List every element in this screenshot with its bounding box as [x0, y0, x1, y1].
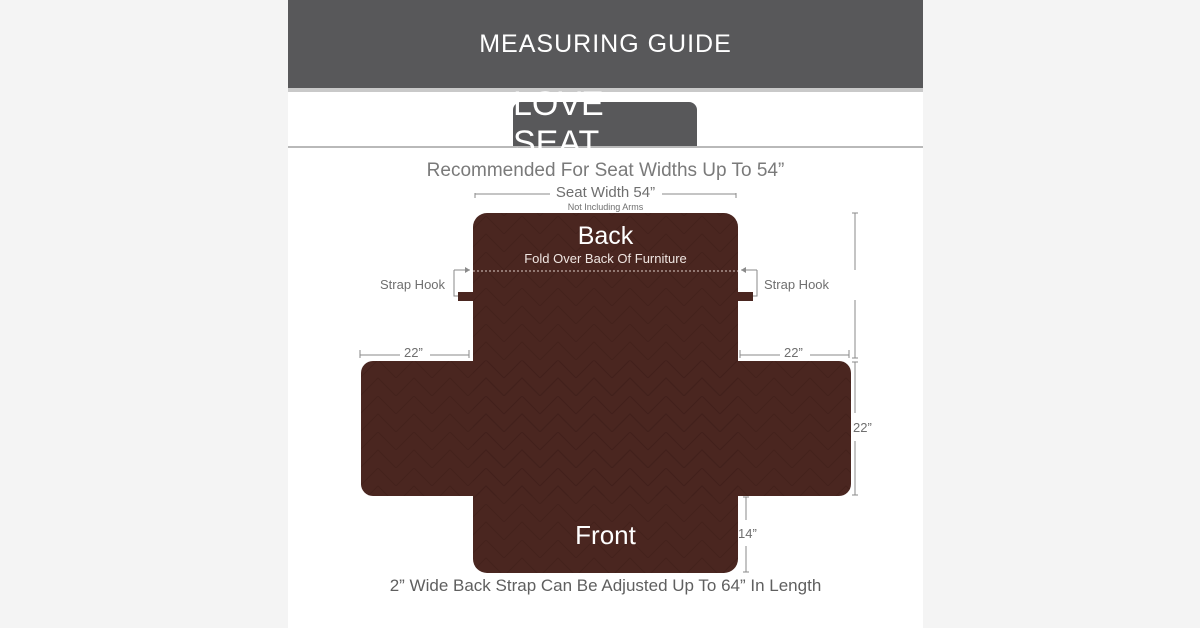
guide-panel [288, 0, 923, 628]
arm-left-width-label: 22” [404, 345, 423, 360]
seat-width-label: Seat Width 54” [555, 184, 656, 201]
front-drop-label: 14” [738, 526, 757, 541]
strap-hook-label-left: Strap Hook [380, 277, 446, 292]
arrow-left-icon [465, 267, 470, 273]
recommendation-text: Recommended For Seat Widths Up To 54” [426, 160, 785, 181]
back-title: Back [577, 222, 634, 250]
cover-shape [361, 213, 851, 573]
back-height-dimension [852, 213, 858, 358]
strap-tab-left [458, 292, 474, 301]
back-subtitle: Fold Over Back Of Furniture [524, 251, 687, 266]
front-title: Front [575, 520, 636, 550]
strap-hook-label-right: Strap Hook [764, 277, 830, 292]
size-tab-label: LOVE SEAT [513, 85, 604, 162]
header-title: MEASURING GUIDE [479, 29, 732, 58]
strap-tab-right [737, 292, 753, 301]
strap-note: 2” Wide Back Strap Can Be Adjusted Up To 64” In Length [389, 576, 822, 595]
not-including-arms-label: Not Including Arms [567, 202, 644, 212]
arm-height-label: 22” [853, 420, 872, 435]
arm-right-width-label: 22” [784, 345, 803, 360]
arrow-right-icon [741, 267, 746, 273]
